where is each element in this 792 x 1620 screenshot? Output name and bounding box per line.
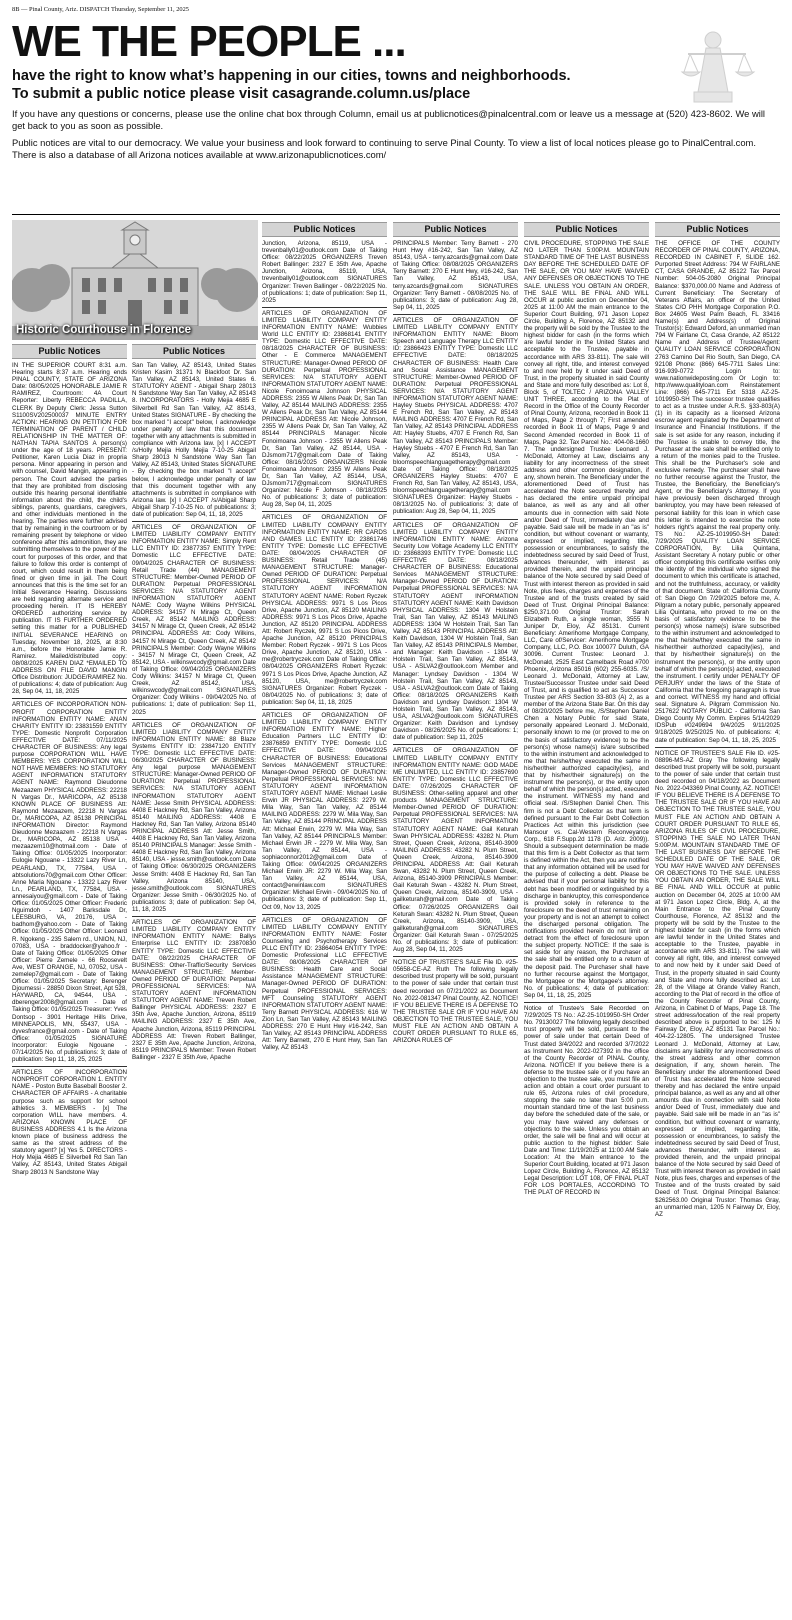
notice-separator [393, 519, 518, 520]
notice-text: ARTICLES OF ORGANIZATION OF LIMITED LIABILITY COMPANY ENTITY INFORMATION ENTITY NAME: Arizona Security Low Voltage Academy LLC ENTITY ID: 23868393 ENTITY TYPE: Domestic LLC EFFECTIVE DATE: 08/18/2025 CHARACTER OF BUSINESS: Educational Services MANAGEMENT STRUCTURE: Manager-Owned PERIOD OF DURATION: Perpetual PROFESSIONAL SERVICES: N/A STATUTORY AGENT INFORMATION STATUTORY AGENT NAME: Keith Davidson PHYSICAL ADDRESS: 1304 W Holstein Trail, San Tan Valley, AZ 85143 MAILING ADDRESS: 1304 W Holstein Trail, San Tan Valley, AZ 85143 PRINCIPAL ADDRESS Att: Keith Davidson, 1304 W Holstein Trail, San Tan Valley, AZ 85143 PRINCIPALS Member, and Manager: Keith Davidson - 1304 W Holstein Trail, San Tan Valley, AZ 85143, USA - ASLVA2@outlook.com Member and Manager: Lyndsey Davidson - 1304 W Holstein Trail, San Tan Valley, AZ 85143, USA - ASLVA2@outlook.com Date of Taking Office: 08/18/2025 ORGANIZERS Keith Davidson and Lyndsey Davidson: 1304 W Holstein Trail, San Tan Valley, AZ 85143, USA, ASLVA2@outlook.com SIGNATURES Organizer: Keith Davidson and Lyndsey Davidson - 08/26/2025 No. of publications: 1; date of publication: Sep 11, 2025 [393, 521, 518, 742]
notice-text: NOTICE OF TRUSTEE'S SALE File ID. #25-05658-CE-AZ Ruth The following legally described trust property will be sold, pursuant to the power of sale under that certain trust deed recorded on 07/21/2022 as Document No. 2022-081347 Pinal County, AZ. NOTICE! IF YOU BELIEVE THERE IS A DEFENSE TO THE TRUSTEE SALE OR IF YOU HAVE AN OBJECTION TO THE TRUSTEE SALE, YOU MUST FILE AN ACTION AND OBTAIN A COURT ORDER PURSUANT TO RULE 65, ARIZONA RULES OF [393, 959, 518, 1045]
notice-text: Notice of Trustee's Sale Recorded on 7/29/2025 TS No.: AZ-25-1019950-SH Order No. 79130027 The following legally described trust property will be sold, pursuant to the power of sale under that certain Deed of Trust dated 3/4/2022 and recorded 3/7/2022 as Instrument No. 2022-027392 in the office of the County Recorder of PINAL County, Arizona. NOTICE! If you believe there is a defense to the trustee sale or if you have an objection to the trustee sale, you must file an action and obtain a court order pursuant to rule 65, Arizona rules of civil procedure, stopping the sale no later than 5:00 p.m. mountain standard time of the last business day before the scheduled date of the sale, or you may have waived any defenses or objections to the sale. Unless you obtain an order, the sale will be final and will occur at public auction to the highest bidder: Sale Date and Time: 11/19/2025 at 11:00 AM Sale Location: At the Main entrance to the Superior Court Building, located at 971 Jason Lopez Circle, Building A, Florence, AZ 85132 Legal Description: LOT 108, OF FINAL PLAT FOR LOS PORTALES, ACCORDING TO THE PLAT OF RECORD IN [524, 1005, 649, 1197]
notice-text: ARTICLES OF ORGANIZATION OF LIMITED LIABILITY COMPANY ENTITY INFORMATION ENTITY NAME: 88 Blaze Systems ENTITY ID: 23847120 ENTITY TYPE: Domestic LLC EFFECTIVE DATE: 06/30/2025 CHARACTER OF BUSINESS: Any legal purpose MANAGEMENT STRUCTURE: Manager-Owned PERIOD OF DURATION: Perpetual PROFESSIONAL SERVICES: N/A STATUTORY AGENT INFORMATION STATUTORY AGENT NAME: Jesse Smith PHYSICAL ADDRESS: 4408 E Hackney Rd, San Tan Valley, Arizona 85140 MAILING ADDRESS: 4408 E Hackney Rd, San Tan Valley, Arizona 85140 PRINCIPAL ADDRESS Att: Jesse Smith, 4408 E Hackney Rd, San Tan Valley, Arizona 85140 PRINCIPALS Manager: Jesse Smith - 4408 E Hackney Rd, San Tan Valley, Arizona 85140, USA - jesse.smith@outlook.com Date of Taking Office: 06/30/2025 ORGANIZERS Jesse Smith: 4408 E Hackney Rd, San Tan Valley, Arizona 85140, USA, jesse.smith@outlook.com SIGNATURES Organizer: Jesse Smith - 06/30/2025 No. of publications: 3; date of publication: Sep 04, 11, 18, 2025 [132, 721, 256, 914]
courthouse-photo [12, 220, 258, 340]
notice-text: ARTICLES OF INCORPORATION NONPROFIT CORPORATION 1. ENTITY NAME - Poston Butte Baseball Booster 2. CHARACTER OF AFFAIRS - A charitable purpose such as support for school athletics 3. MEMBERS - [x] The corporation WILL have members. 4. ARIZONA KNOWN PLACE OF BUSINESS ADDRESS 4.1 Is the Arizona known place of business address the same as the street address of the statutory agent? [x] Yes 5. DIRECTORS - Holy Mejia 4685 E Silverbell Rd San Tan Valley, AZ 85143, United States Abigail Sharp 28013 N Sandstone Way [12, 1069, 127, 1176]
lady-justice-illustration [618, 22, 768, 112]
notice-column-5 [524, 222, 649, 1614]
column-header: Public Notices [655, 222, 780, 237]
intro-database-paragraph: Public notices are vital to our democracy. We value your business and look forward to continuing to serve Pinal County. To view a list of local notices please go to PinalCentral.com. There is also a database of all Arizona notices available at www.arizonapublicnotices.com/ [12, 137, 756, 160]
column-header: Public Notices [393, 222, 518, 237]
notice-separator [132, 521, 256, 522]
notice-separator [262, 511, 387, 512]
notice-separator [524, 1002, 649, 1003]
notice-text: CIVIL PROCEDURE, STOPPING THE SALE NO LATER THAN 5:00P.M. MOUNTAIN STANDARD TIME OF THE LAST BUSINESS DAY BEFORE THE SCHEDULED DATE OF THE SALE, OR YOU MAY HAVE WAIVED ANY DEFENSES OR OBJECTIONS TO THE SALE. UNLESS YOU OBTAIN AN ORDER, THE SALE WILL BE FINAL AND WILL OCCUR at public auction on December 04, 2025 at 11:00 AM the main entrance to the Superior Court Building, 971 Jason Lopez Circle, Building A, Florence, AZ 85132 and the property will be sold by the Trustee to the highest bidder for cash (in the forms which are lawful tender in the United States and acceptable to the Trustee, payable in accordance with ARS 33-811). The sale will convey all right, title, and interest conveyed to and now held by it under said Deed of Trust, in the property situated in said County and State and more fully described as: Lot 8, Block 5, of TOLTEC / ARIZONA VALLEY UNIT THREE, according to the Plat of Record in the Office of the County Recorder of Pinal County, Arizona, recorded in Book 11 of Maps, Page 2 through 7; First amended recorded in Book 11 of Maps, Page 9 and Second Amended recorded in Book 11 of Maps, Page 32. Tax Parcel No.: 404-08-1660 7. The undersigned Trustee Leonard J. McDonald, Attorney at Law, disclaims any liability for any incorrectness of the street address and other common designation, if any, shown herein. The Beneficiary under the aforementioned Deed of Trust has accelerated the Note secured thereby and has declared the entire unpaid principal balance, as well as any and all other amounts due in connection with said Note and/or Deed of Trust, immediately due and payable. Said sale will be made in an "as is" condition, but without covenant or warranty, expressed or implied, regarding title, possession or encumbrances, to satisfy the indebtedness secured by said Deed of Trust, advances thereunder, with interest as provided therein, and the unpaid principal balance of the Note secured by said Deed of Trust with interest thereon as provided in said Note, plus fees, charges and expenses of the Trustee and of the trusts created by said Deed of Trust. Original Principal Balance: $250,371.00 Original Trustor: Sarah Elizabeth Ruth, a single woman, 3555 N Juniper Dr, Eloy, AZ 85131. Current Beneficiary: Amerihome Mortgage Company, LLC, Care of/Servicer: Amerihome Mortgage Company, LLC, P.O. Box 100077 Duluth, GA 30096. Current Trustee: Leonard J. McDonald, 2525 East Camelback Road #700 Phoenix, Arizona 85016 (602) 255-6035. /S/ Leonard J. McDonald, Attorney at Law, Trustee/Successor Trustee under said Deed of Trust, and is qualified to act as Successor Trustee per ARS Section 33-803 (A) 2, as a member of the Arizona State Bar. On this day of 08/20/2025 before me, /S/Stephen Daniel Chen a Notary Public for said State, personally appeared Leonard J. McDonald, personally known to me (or proved to me on the basis of satisfactory evidence) to be the person(s) whose name(s) is/are subscribed to the within instrument and acknowledged to me that he/she/they executed the same in his/her/their authorized capacity(ies), and that by his/her/their signature(s) on the instrument the person(s), or the entity upon behalf of which the person(s) acted, executed the instrument. WITNESS my hand and official seal. /S/Stephen Daniel Chen. This firm is not a Debt Collector as that term is defined pursuant to the Fair Debt Collection Practices Act within this jurisdiction (see Mansour vs. Cal-Western Reconveyance Corp., 618 F.Supp.2d 1178 (D. Ariz. 2009)). Should a subsequent determination be made that this firm is a Debt Collector as that term is defined within the Act, then you are notified that any information obtained will be used for the purpose of collecting a debt. Please be advised that if your personal liability for this debt has been modified or extinguished by a discharge in bankruptcy, this correspondence is provided solely in reference to the foreclosure on the deed of trust remaining on your property and is not an attempt to collect the discharged personal obligation. The notifications provided herein do not limit or detract from the effect of foreclosure upon the subject property. NOTICE: If the sale is set aside for any reason, the Purchaser at the sale shall be entitled only to a return of the deposit paid. The Purchaser shall have no further recourse against the Mortgagor, the Mortgagee or the Mortgagee's attorney. No. of publications: 4; date of publication: Sep 04, 11, 18, 25, 2025 [524, 240, 649, 999]
notice-text: NOTICE OF TRUSTEE'S SALE File ID. #25-08896-MS-AZ Gray The following legally described trust property will be sold, pursuant to the power of sale under that certain trust deed recorded on 04/18/2022 as Document No. 2022-043369 Pinal County, AZ. NOTICE! IF YOU BELIEVE THERE IS A DEFENSE TO THE TRUSTEE SALE OR IF YOU HAVE AN OBJECTION TO THE TRUSTEE SALE, YOU MUST FILE AN ACTION AND OBTAIN A COURT ORDER PURSUANT TO RULE 65, ARIZONA RULES OF CIVIL PROCEDURE, STOPPING THE SALE NO LATER THAN 5:00P.M. MOUNTAIN STANDARD TIME OF THE LAST BUSINESS DAY BEFORE THE SCHEDULED DATE OF THE SALE, OR YOU MAY HAVE WAIVED ANY DEFENSES OR OBJECTIONS TO THE SALE. UNLESS YOU OBTAIN AN ORDER, THE SALE WILL BE FINAL AND WILL OCCUR at public auction on December 04, 2025 at 10:00 AM at 971 Jason Lopez Circle, Bldg. A, at the Main Entrance to the Pinal County Courthouse, Florence, AZ 85132 and the property will be sold by the Trustee to the highest bidder for cash (in the forms which are lawful tender in the United States and acceptable to the Trustee, payable in accordance with ARS 33-811). The sale will convey all right, title, and interest conveyed to and now held by it under said Deed of Trust, in the property situated in said County and State and more fully described as: Lot 28, of the Village at Grande Valley Ranch, according to the Plat of record in the office of the County Recorder of Pinal County, Arizona, in Cabinet D of Maps, Page 18. The street address/location of the real property described above is purported to be: 125 N Fairway Dr, Eloy, AZ 85131 Tax Parcel No.: 404-22-12805. The undersigned Trustee Leonard J. McDonald, Attorney at Law, disclaims any liability for any incorrectness of the street address and other common designation, if any, shown herein. The Beneficiary under the aforementioned Deed of Trust has accelerated the Note secured thereby and has declared the entire unpaid principal balance, as well as any and all other amounts due in connection with said Note and/or Deed of Trust, immediately due and payable. Said sale will be made in an "as is" condition, but without covenant or warranty, expressed or implied, regarding title, possession or encumbrances, to satisfy the indebtedness secured by said Deed of Trust, advances thereunder, with interest as provided therein, and the unpaid principal balance of the Note secured by said Deed of Trust with interest thereon as provided in said Note, plus fees, charges and expenses of the Trustee and of the trusts created by said Deed of Trust. Original Principal Balance: $262563.00 Original Trustor: Thomas Gray, an unmarried man, 1205 N Fairway Dr, Eloy, AZ [655, 749, 780, 1218]
notice-text: IN THE SUPERIOR COURT 8:31 a.m. Hearing starts 8:37 a.m. Hearing ends PINAL COUNTY, STATE OF ARIZONA Date: 08/05/2025 HONORABLE JAMIE R RAMIREZ, Courtroom: 4A Court Reporter: Liberty REBECCA PADILLA, CLERK By Deputy Clerk: Jessa Sutton S1100SV202500037 MINUTE ENTRY ACTION: HEARING ON PETITION FOR TERMINATION OF PARENT / CHILD RELATIONSHIP IN THE MATTER OF: NATHAN TAPIA SANTOS A person(s) under the age of 18 years. PRESENT: Petitioner, Karen Lucia Diaz in propria persona. Minor appearing in person and with counsel, David Mangin, appearing in person. The Court advised the parties that they are prohibited from disclosing outside this hearing personal identifiable information about the child, the child's siblings, parents, guardians, caregivers, and other individuals mentioned in the hearing. The parties were further advised that by remaining in the courtroom or by remaining present by telephone or video conference after this admonition, they are submitting themselves to the power of the court for purposes of this order, and that failure to follow this order is contempt of court, which could result in them being fined or given time in jail. The Court announces that this is the time set for an Initial Severance Hearing. Discussions are held regarding alternate service and proceeding herein. IT IS HEREBY ORDERED authorizing service by publication. IT IS FURTHER ORDERED setting this matter for a PUBLISHED INITIAL SEVERANCE HEARING on Tuesday, November 18, 2025, at 8:30 a.m., before the Honorable Jamie R. Ramirez. Mailed/distributed copy: 08/08/2025 KAREN DIAZ *EMAILED TO ADDRESS ON FILE DAVID MANGIN Office Distribution: JUDGE/RAMIREZ No. of publications: 4; date of publication: Aug 28, Sep 04, 11, 18, 2025 [12, 362, 127, 696]
notice-separator [132, 719, 256, 720]
notice-text: ARTICLES OF ORGANIZATION OF LIMITED LIABILITY COMPANY ENTITY INFORMATION ENTITY NAME: Wubbies World LLC ENTITY ID: 23868141 ENTITY TYPE: Domestic LLC EFFECTIVE DATE: 08/18/2025 CHARACTER OF BUSINESS: Other - E Commerce MANAGEMENT STRUCTURE: Manager-Owned PERIOD OF DURATION: Perpetual PROFESSIONAL SERVICES: N/A STATUTORY AGENT INFORMATION STATUTORY AGENT NAME: Nicole Fonoimoana Johnson PHYSICAL ADDRESS: 2355 W Allens Peak Dr, San Tan Valley, AZ 85144 MAILING ADDRESS: 2355 W Allens Peak Dr, San Tan Valley, AZ 85144 PRINCIPAL ADDRESS Att: Nicole Johnson, 2355 W Allens Peak Dr, San Tan Valley, AZ 85144 PRINCIPALS Manager: Nicole Fonoimoana Johnson - 2355 W Allens Peak Dr, San Tan Valley, AZ 85144, USA - DJsmom717@gmail.com Date of Taking Office: 08/16/2025 ORGANIZERS Nicole Fonoimoana Johnson: 2355 W Allens Peak Dr, San Tan Valley, AZ 85144, USA, DJsmom717@gmail.com SIGNATURES Organizer: Nicole F Johnson - 08/18/2025 No. of publications: 3; date of publication: Aug 28, Sep 04, 11, 2025 [262, 309, 387, 509]
notice-separator [132, 916, 256, 917]
divider [12, 214, 780, 215]
notice-text: PRINCIPALS Member: Terry Barnett - 270 Hunt Hwy #16-242, San Tan Valley, AZ 85143, USA - terry.azcards@gmail.com Date of Taking Office: 08/08/2025 ORGANIZERS Terry Barnett: 270 E Hunt Hwy, #16-242, San Tan Valley, AZ 85143, USA, terry.azcards@gmail.com SIGNATURES Organizer: Terry Barnett - 08/08/2025 No. of publications: 3; date of publication: Aug 28, Sep 04, 11, 2025 [393, 240, 518, 311]
masthead-subtitle: have the right to know what’s happening in our cities, towns and neighborhoods. [12, 68, 571, 84]
notice-text: ARTICLES OF ORGANIZATION OF LIMITED LIABILITY COMPANY ENTITY INFORMATION ENTITY NAME: RR CARDS AND GAMES LLC ENTITY ID: 23861746 ENTITY TYPE: Domestic LLC EFFECTIVE DATE: 08/04/2025 CHARACTER OF BUSINESS: Retail Trade (45) MANAGEMENT STRUCTURE: Manager-Owned PERIOD OF DURATION: Perpetual PROFESSIONAL SERVICES: N/A STATUTORY AGENT INFORMATION STATUTORY AGENT NAME: Robert Ryczek PHYSICAL ADDRESS: 9971 S Los Picos Drive, Apache Junction, AZ 85120 MAILING ADDRESS: 9971 S Los Picos Drive, Apache Junction, AZ 85120 PRINCIPAL ADDRESS Att: Robert Ryczek, 9971 S Los Picos Drive, Apache Junction, AZ 85120 PRINCIPALS Member: Robert Ryczek - 9971 S Los Picos Drive, Apache Junction, AZ 85120, USA - me@robertryczek.com Date of Taking Office: 08/04/2025 ORGANIZERS Robert Ryczek: 9971 S Los Picos Drive, Apache Junction, AZ 85120, USA, me@robertryczek.com SIGNATURES Organizer: Robert Ryczek - 08/04/2025 No. of publications: 3; date of publication: Sep 04, 11, 18, 2025 [262, 514, 387, 706]
notice-separator [262, 307, 387, 308]
notice-text: ARTICLES OF INCORPORATION NON-PROFIT CORPORATION ENTITY INFORMATION ENTITY NAME: ANAN CHARITY ENTITY ID: 23831559 ENTITY TYPE: Domestic Nonprofit Corporation EFFECTIVE DATE: 07/11/2025 CHARACTER OF BUSINESS: Any legal purpose CORPORATION WILL HAVE MEMBERS: YES CORPORATION WILL NOT HAVE MEMBERS: NO STATUTORY AGENT INFORMATION STATUTORY AGENT NAME: Raymond Dieudonne Mezaazem PHYSICAL ADDRESS: 22218 N Vargas Dr., MARICOPA, AZ 85138 KNOWN PLACE OF BUSINESS Att: Raymond Mezaazem, 22218 N Vargas Dr., MARICOPA, AZ 85138 PRINCIPAL INFORMATION Director: Raymond Dieudonne Mezaazem - 22218 N Vargas Dr., MARICOPA, AZ 85138 USA - mezaazem10@hotmail.com - Date of Taking Office: 01/05/2025 Incorporator: Eulogie Ngouane - 13322 Lazy River Ln, PEARLAND, TX, 77584, USA - abtsolutions70@gmail.com Other Officer: Anne Maria Ngouane - 13322 Lazy River Ln., PEARLAND, TX, 77584, USA - annesaiyou@gmail.com - Date of Taking Office: 01/05/2025 Other Officer: Frederic Nguimdoh - 1407 Barksdale Dr, LEESBURG, VA, 20176, USA - badhom@yahoo.com - Date of Taking Office: 01/05/2025 Other Officer: Leonard R. Ngokeng - 235 Salem rd., UNION, NJ, 07083, USA - braddocker@yahoo.fr - Date of Taking Office: 01/05/2025 Other Officer: Pierre Zemele - 66 Roosevelt Ave, WEST ORANGE, NJ, 07052, USA - zemelep7@gmail.com - Date of Taking Office: 01/05/2025 Secretary: Berenger Djoumessi - 28850 Dixon Street, Apt 528, HAYWARD, CA, 94544, USA - dberenger2008@gmail.com - Date of Taking Office: 01/05/2025 Treasurer: Yves Dontsop - 3901 Heritage Hills Drive, MINNEAPOLIS, MN, 55437, USA - dyvesfrance@gmail.com - Date of Taking Office: 01/05/2025 SIGNATURE Incorporator: Eulogie Ngouane - 07/14/2025 No. of publications: 3; date of publication: Sep 11, 18, 25, 2025 [12, 701, 127, 1064]
notice-separator [262, 709, 387, 710]
column-header: Public Notices [524, 222, 649, 237]
notice-text: Junction, Arizona, 85119, USA - trevenbally01@outlook.com Date of Taking Office: 08/22/2025 ORGANIZERS Treven Robert Ballinger: 2327 E 35th Ave, Apache Junction, Arizona, 85119, USA, trevenbally01@outlook.com SIGNATURES Organizer: Treven Ballinger - 08/22/2025 No. of publications: 1; date of publication: Sep 11, 2025 [262, 240, 387, 304]
masthead-submit-line[interactable]: To submit a public notice please visit casagrande.column.us/place [12, 86, 471, 102]
notice-separator [393, 744, 518, 745]
notice-text: ARTICLES OF ORGANIZATION OF LIMITED LIABILITY COMPANY ENTITY INFORMATION ENTITY NAME: Foster Counseling and Psychotherapy Services PLLC ENTITY ID: 23864054 ENTITY TYPE: Domestic Professional LLC EFFECTIVE DATE: 08/08/2025 CHARACTER OF BUSINESS: Health Care and Social Assistance MANAGEMENT STRUCTURE: Manager-Owned PERIOD OF DURATION: Perpetual PROFESSIONAL SERVICES: MFT Counseling STATUTORY AGENT INFORMATION STATUTORY AGENT NAME: Terry Barnett PHYSICAL ADDRESS: 616 W Zion Ln, San Tan Valley, AZ 85143 MAILING ADDRESS: 270 E Hunt Hwy #16-242, San Tan Valley, AZ 85143 PRINCIPAL ADDRESS Att: Terry Barnett, 270 E Hunt Hwy, San Tan Valley, AZ 85143 [262, 916, 387, 1052]
notice-separator [262, 914, 387, 915]
notice-column-3 [262, 222, 387, 1614]
notice-text: ARTICLES OF ORGANIZATION OF LIMITED LIABILITY COMPANY ENTITY INFORMATION ENTITY NAME: Ballys Enterprise LLC ENTITY ID: 23870830 ENTITY TYPE: Domestic LLC EFFECTIVE DATE: 08/22/2025 CHARACTER OF BUSINESS: Other-Traffic/Security Services MANAGEMENT STRUCTURE: Member-Owned PERIOD OF DURATION: Perpetual PROFESSIONAL SERVICES: N/A STATUTORY AGENT INFORMATION STATUTORY AGENT NAME: Treven Robert Ballinger PHYSICAL ADDRESS: 2327 E 35th Ave, Apache Junction, Arizona, 85119 MAILING ADDRESS: 2327 E 35th Ave, Apache Junction, Arizona, 85119 PRINCIPAL ADDRESS Att: Treven Robert Ballinger, 2327 E 35th Ave, Apache Junction, Arizona, 85119 PRINCIPALS Member: Treven Robert Ballinger - 2327 E 35th Ave, Apache [132, 919, 256, 1061]
notice-text: ARTICLES OF ORGANIZATION OF LIMITED LIABILITY COMPANY ENTITY INFORMATION ENTITY NAME: Higher Education Partners LLC ENTITY ID: 23876859 ENTITY TYPE: Domestic LLC EFFECTIVE DATE: 09/04/2025 CHARACTER OF BUSINESS: Educational Services MANAGEMENT STRUCTURE: Manager-Owned PERIOD OF DURATION: Perpetual PROFESSIONAL SERVICES: N/A STATUTORY AGENT INFORMATION STATUTORY AGENT NAME: Michael Leslie Erwin JR PHYSICAL ADDRESS: 2279 W. Mila Way, San Tan Valley, AZ 85144 MAILING ADDRESS: 2279 W. Mila Way, San Tan Valley, AZ 85144 PRINCIPAL ADDRESS Att: Michael Erwin, 2279 W. Mila Way, San Tan Valley, AZ 85144 PRINCIPALS Member: Michael Erwin JR - 2279 W. Mila Way, San Tan Valley, AZ 85144, USA - sophiaconnor2012@gmail.com Date of Taking Office: 09/04/2025 ORGANIZERS Michael Erwin JR: 2279 W. Mila Way, San Tan Valley, AZ 85144, USA, contact@erwinlaw.com SIGNATURES Organizer: Michael Erwin - 09/04/2025 No. of publications: 3; date of publication: Sep 11, Oct 09, Nov 13, 2025 [262, 712, 387, 911]
notice-separator [393, 956, 518, 957]
notice-separator [655, 747, 780, 748]
notice-text: ARTICLES OF ORGANIZATION OF LIMITED LIABILITY COMPANY ENTITY INFORMATION ENTITY NAME: Bloom Speech and Language Therapy LLC ENTITY ID: 23866423 ENTITY TYPE: Domestic LLC EFFECTIVE DATE: 08/18/2025 CHARACTER OF BUSINESS: Health Care and Social Assistance MANAGEMENT STRUCTURE: Member-Owned PERIOD OF DURATION: Perpetual PROFESSIONAL SERVICES: N/A STATUTORY AGENT INFORMATION STATUTORY AGENT NAME: Hayley Stuebs PHYSICAL ADDRESS: 4707 E French Rd, San Tan Valley, AZ 85143 MAILING ADDRESS: 4707 E French Rd, San Tan Valley, AZ 85143 PRINCIPAL ADDRESS Att: Hayley Stuebs, 4707 E French Rd, San Tan Valley, AZ 85143 PRINCIPALS Member: Hayley Stuebs - 4707 E French Rd, San Tan Valley, AZ 85143, USA - bloomspeechlanguagetherapy@gmail.com Date of Taking Office: 08/18/2025 ORGANIZERS Hayley Stuebs: 4707 E French Rd, San Tan Valley, AZ 85143, USA, bloomspeechlanguagetherapy@gmail.com SIGNATURES Organizer: Hayley Stuebs - 08/13/2025 No. of publications: 3; date of publication: Aug 28, Sep 04, 11, 2025 [393, 316, 518, 516]
notice-column-2 [132, 344, 256, 1614]
notice-separator [12, 698, 127, 699]
notice-separator [12, 1066, 127, 1067]
notice-text: San Tan Valley, AZ 85143, United States Kristen Kasim 31371 N Blackfoot Dr. San Tan Valley, AZ 85143, United States 6. STATUTORY AGENT - Abigail Sharp 28013 N Sandstone Way San Tan Valley, AZ 85143 8. INCORPORATORS - Holly Mejia 4685 E Silverbell Rd San Tan Valley, AZ 85143, United States SIGNATURE - By checking the box marked "I accept" below, I acknowledge under penalty of law that this document together with any attachments is submitted in compliance with Arizona law. [x] I ACCEPT /s/Holly Mejia Holly Mejia 7-10-25 Abigail Sharp 28013 N Sandstone Way San Tan Valley, AZ 85143, United States SIGNATURE - By checking the box marked "I accept" below, I acknowledge under penalty of law that this document together with any attachments is submitted in compliance with Arizona law. [x] I ACCEPT /s/Abigail Sharp Abigail Sharp 7-10-25 No. of publications: 3; date of publication: Sep 04, 11, 18, 2025 [132, 362, 256, 518]
photo-caption: Historic Courthouse in Florence [16, 324, 192, 336]
notice-separator [393, 314, 518, 315]
intro-section [12, 108, 780, 166]
column-header: Public Notices [262, 222, 387, 237]
masthead-title: WE THE PEOPLE ... [12, 17, 406, 66]
notice-text: ARTICLES OF ORGANIZATION OF LIMITED LIABILITY COMPANY ENTITY INFORMATION ENTITY NAME: Simply Rent LLC ENTITY ID: 23877357 ENTITY TYPE: Domestic LLC EFFECTIVE DATE: 09/04/2025 CHARACTER OF BUSINESS: Retail Trade (44) MANAGEMENT STRUCTURE: Member-Owned PERIOD OF DURATION: Perpetual PROFESSIONAL SERVICES: N/A STATUTORY AGENT INFORMATION STATUTORY AGENT NAME: Cody Wayne Wilkins PHYSICAL ADDRESS: 34157 N Mirage Ct, Queen Creek, AZ 85142 MAILING ADDRESS: 34157 N Mirage Ct, Queen Creek, AZ 85142 PRINCIPAL ADDRESS Att: Cody Wilkins, 34157 N Mirage Ct, Queen Creek, AZ 85142 PRINCIPALS Member: Cody Wayne Wilkins - 34157 N Mirage Ct, Queen Creek, AZ 85142, USA - wilkinswcody@gmail.com Date of Taking Office: 09/04/2025 ORGANIZERS Cody Wilkins: 34157 N Mirage Ct, Queen Creek, AZ 85142, USA, wilkinswcody@gmail.com SIGNATURES Organizer: Cody Wilkins - 09/04/2025 No. of publications: 1; date of publication: Sep 11, 2025 [132, 524, 256, 716]
column-header: Public Notices [12, 344, 127, 359]
notice-column-1 [12, 344, 127, 1614]
notice-column-4 [393, 222, 518, 1614]
notice-column-6 [655, 222, 780, 1614]
column-header: Public Notices [132, 344, 256, 359]
notice-text: THE OFFICE OF THE COUNTY RECORDER OF PINAL COUNTY, ARIZONA, RECORDED IN CABINET F, SLIDE 162. Purported Street Address: 794 W FAIRLANE CT, CASA GRANDE, AZ 85122 Tax Parcel Number: 504-05-2080 Original Principal Balance: $370,000.00 Name and Address of Current Beneficiary: The Secretary of Veterans Affairs, an officer of the United States C/O PHH Mortgage Corporation P.O. Box 24605 West Palm Beach, FL 33416 Name(s) and Address(s) of Original Trustor(s): Edward Deford, an unmarried man 794 W Fairlane Ct, Casa Grande, AZ 85122 Name and Address of Trustee/Agent: QUALITY LOAN SERVICE CORPORATION 2763 Camino Del Rio South, San Diego, CA 92108 Phone: (866) 645-7711 Sales Line: 916-939-0772 Login to: www.nationwideposting.com Or Login to: http://www.qualityloan.com Reinstatement Line: (866) 645-7711 Ext 5318 AZ-25-1019950-SH The successor trustee qualifies to act as a trustee under A.R.S. §33-803(A)(1) in its capacity as a licensed Arizona escrow agent regulated by the Department of Insurance and Financial Institutions. If the sale is set aside for any reason, including if the Trustee is unable to convey title, the Purchaser at the sale shall be entitled only to a return of the monies paid to the Trustee. This shall be the Purchaser's sole and exclusive remedy. The purchaser shall have no further recourse against the Trustor, the Trustee, the Beneficiary, the Beneficiary's Agent, or the Beneficiary's Attorney. If you have previously been discharged through bankruptcy, you may have been released of personal liability for this loan in which case this letter is intended to exercise the note holders right's against the real property only. TS No.: AZ-25-1019950-SH Dated: 7/29/2025 QUALITY LOAN SERVICE CORPORATION, By: Lilia Quintana, Assistant Secretary A notary public or other officer completing this certificate verifies only the identity of the individual who signed the document to which this certificate is attached, and not the truthfulness, accuracy, or validity of that document. State of: California County of: San Diego On 7/29/2025 before me, A. Pilgram a notary public, personally appeared Lilia Quintana, who proved to me on the basis of satisfactory evidence to be the person(s) whose name(s) is/are subscribed to the within instrument and acknowledged to me that he/she/they executed the same in his/her/their authorized capacity(ies), and that by his/her/their signature(s) on the instrument the person(s), or the entity upon behalf of which the person(s) acted, executed the instrument. I certify under PENALTY OF PERJURY under the laws of the State of California that the foregoing paragraph is true and correct. WITNESS my hand and official seal. Signature A. Pilgram Commission No. 2517622 NOTARY PUBLIC - California San Diego County My Comm. Expires 5/14/2029 IDSPub #0249694 9/4/2025 9/11/2025 9/18/2025 9/25/2025 No. of publications: 4; date of publication: Sep 04, 11, 18, 25, 2025 [655, 240, 780, 744]
page-folio: 8B — Pinal County, Ariz. DISPATCH Thursday, September 11, 2025 [12, 6, 189, 13]
courthouse-building [12, 220, 258, 340]
intro-contact-paragraph: If you have any questions or concerns, please use the online chat box through Column, email us at publicnotices@pinalcentral.com or leave us a message at (520) 423-8602. We will get back to you as soon as possible. [12, 108, 765, 131]
notice-text: ARTICLES OF ORGANIZATION OF LIMITED LIABILITY COMPANY ENTITY INFORMATION ENTITY NAME: GOD MADE ME UNLIMITED, LLC ENTITY ID: 23857690 ENTITY TYPE: Domestic LLC EFFECTIVE DATE: 07/26/2025 CHARACTER OF BUSINESS: Other-selling apparel and other products MANAGEMENT STRUCTURE: Member-Owned PERIOD OF DURATION: Perpetual PROFESSIONAL SERVICES: N/A STATUTORY AGENT INFORMATION STATUTORY AGENT NAME: Gail Keturah Swan PHYSICAL ADDRESS: 43282 N. Plum Street, Queen Creek, Arizona, 85140-3909 MAILING ADDRESS: 43282 N. Plum Street, Queen Creek, Arizona, 85140-3909 PRINCIPAL ADDRESS Att: Gail Keturah Swan, 43282 N. Plum Street, Queen Creek, Arizona, 85140-3909 PRINCIPALS Member: Gail Keturah Swan - 43282 N. Plum Street, Queen Creek, Arizona, 85140-3909, USA - gailketurah@gmail.com Date of Taking Office: 07/26/2025 ORGANIZERS Gail Keturah Swan: 43282 N. Plum Street, Queen Creek, Arizona, 85140-3909, USA, gailketurah@gmail.com SIGNATURES Organizer: Gail Keturah Swan - 07/25/2025 No. of publications: 3; date of publication: Aug 28, Sep 04, 11, 2025 [393, 747, 518, 954]
